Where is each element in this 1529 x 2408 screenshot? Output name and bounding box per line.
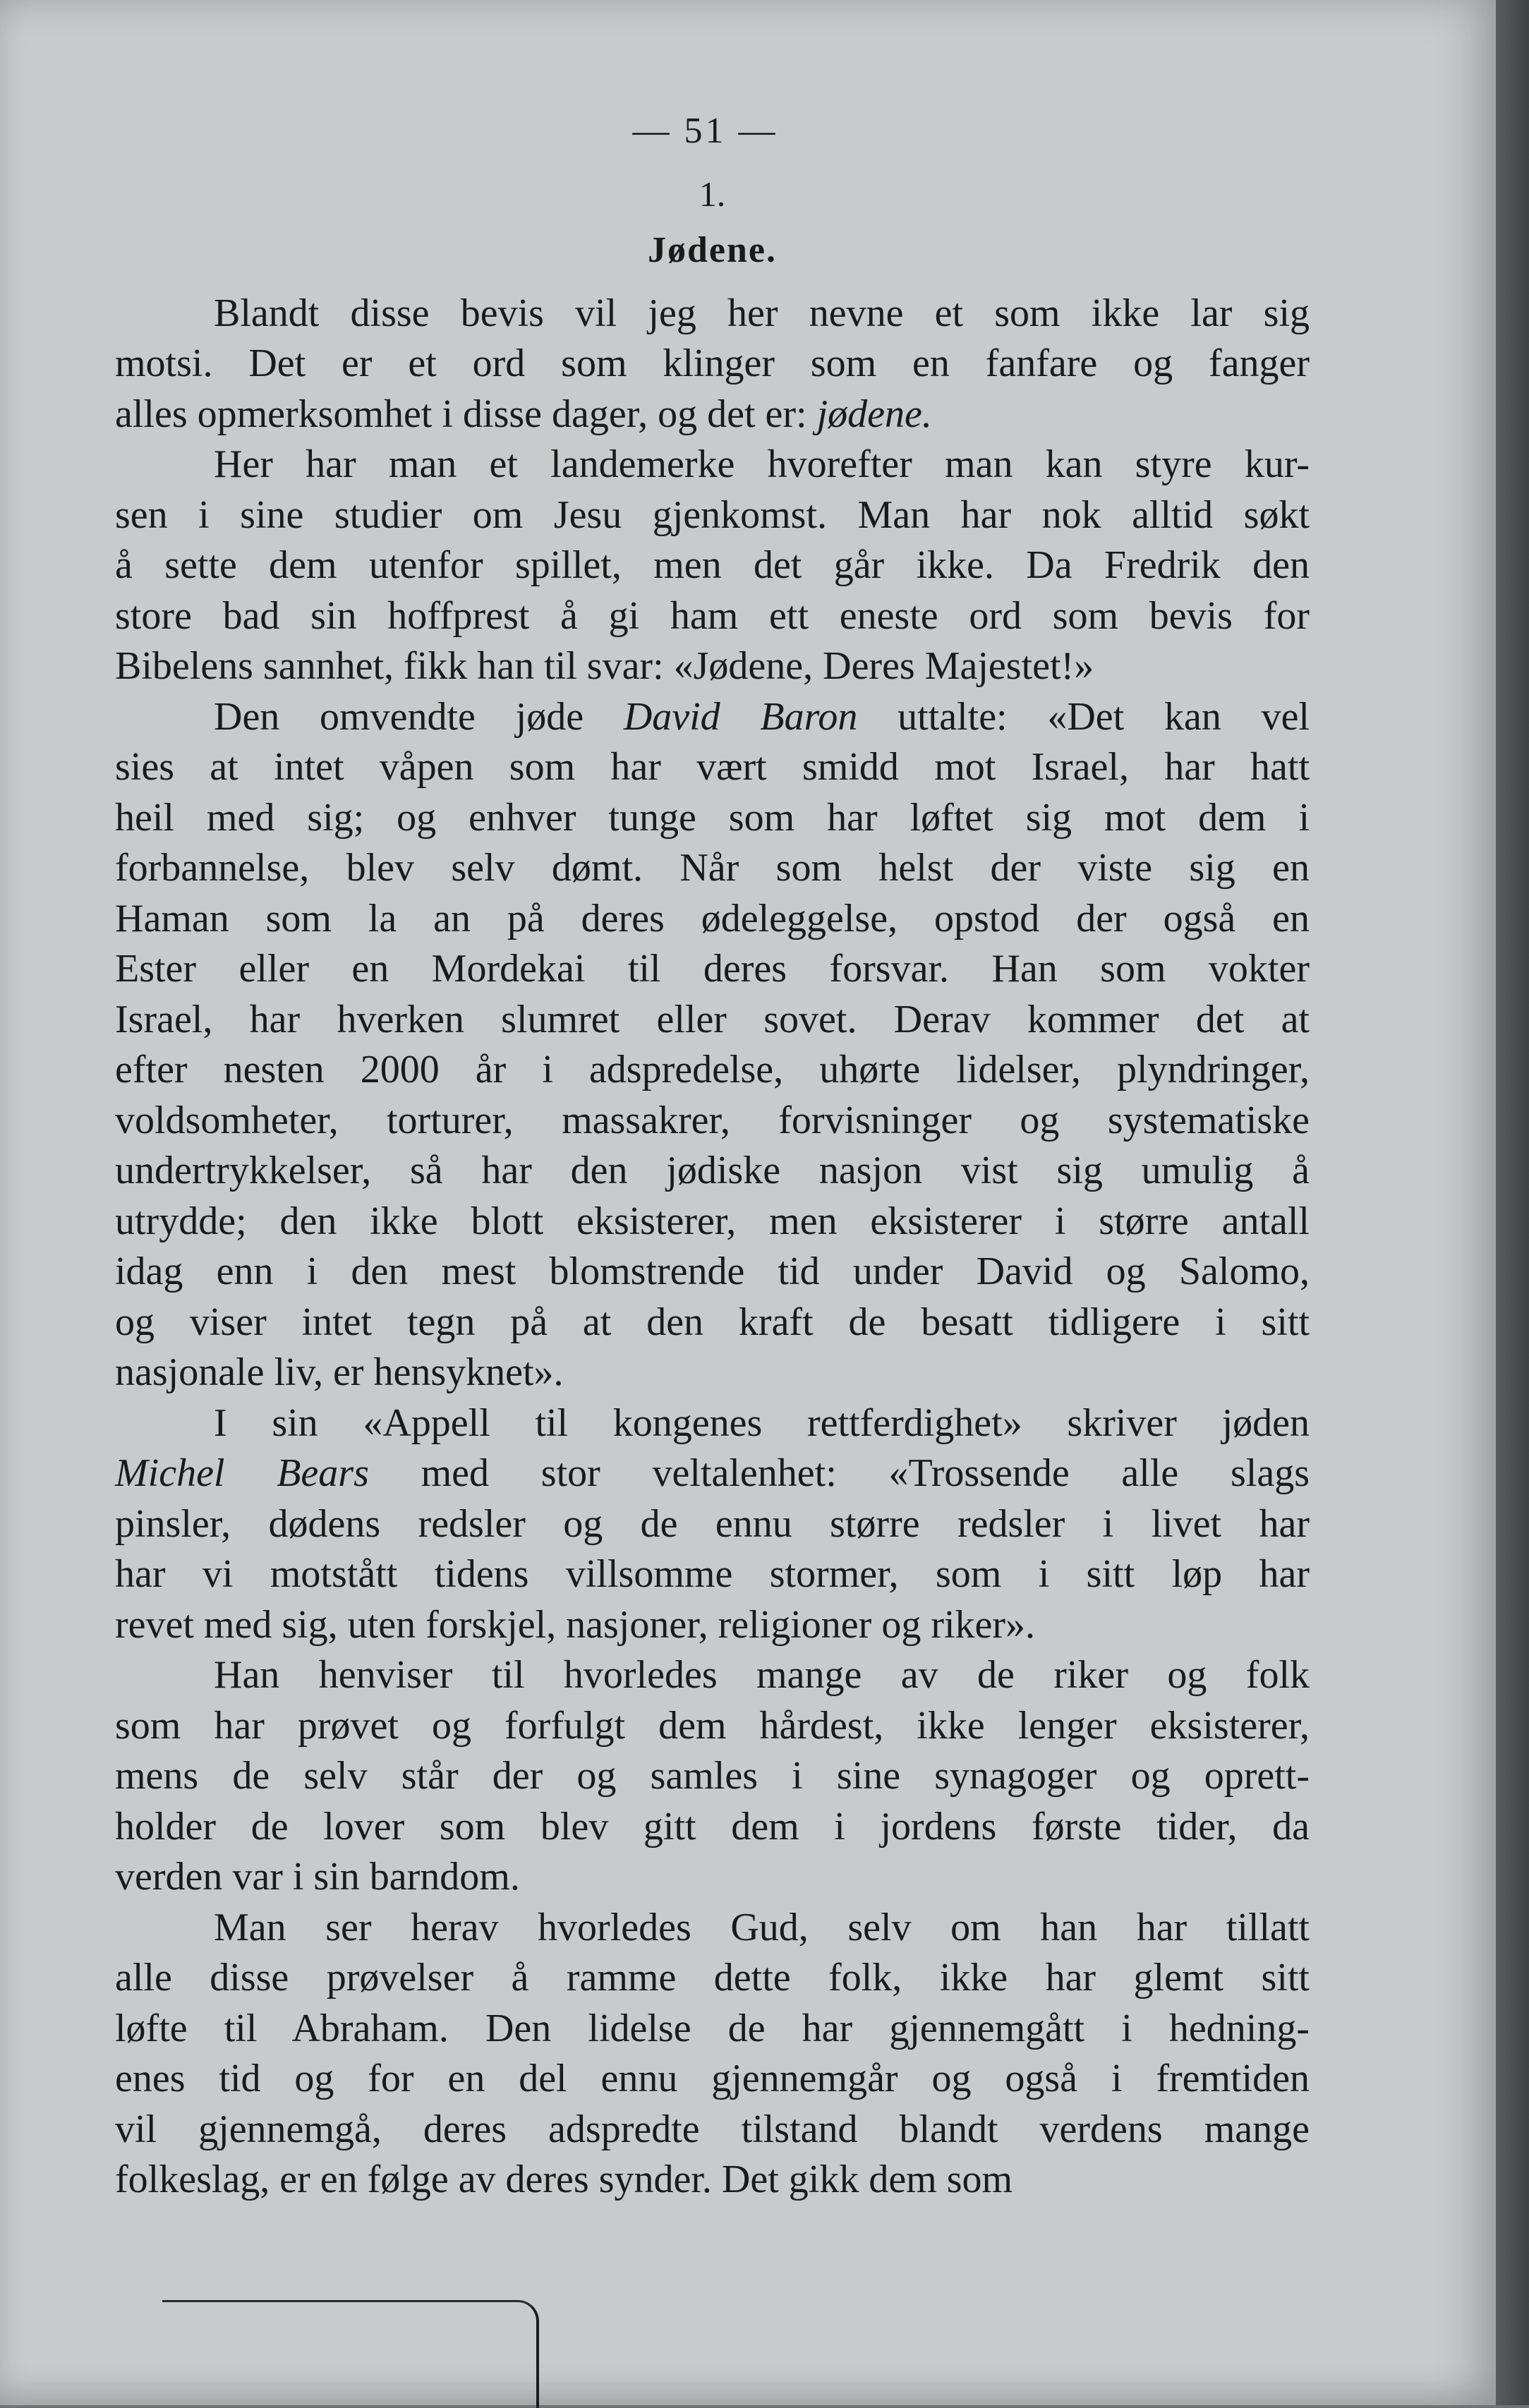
paragraph	[115, 692, 1310, 1398]
text-line: Blandt disse bevis vil jeg her nevne et som ikke lar sig	[214, 291, 1310, 335]
text-line: Haman som la an på deres ødeleggelse, opstod der også en	[115, 896, 1310, 940]
text-line: Han henviser til hvorledes mange av de riker og folk	[214, 1653, 1310, 1697]
text-line: har vi motstått tidens villsomme stormer, som i sitt løp har	[115, 1552, 1310, 1596]
text-line: undertrykkelser, så har den jødiske nasjon vist sig umulig å	[115, 1149, 1310, 1192]
text-line: alle disse prøvelser å ramme dette folk, ikke har glemt sitt	[115, 1956, 1310, 1999]
text-line: Israel, har hverken slumret eller sovet. Derav kommer det at	[115, 997, 1310, 1041]
paragraph	[115, 1398, 1310, 1651]
text-line: sen i sine studier om Jesu gjenkomst. Man har nok alltid søkt	[115, 492, 1310, 537]
page-text	[115, 106, 1310, 2206]
text-line: nasjonale liv, er hensyknet».	[115, 1350, 564, 1394]
text-line: mens de selv står der og samles i sine synagoger og oprett-	[115, 1754, 1310, 1798]
text-line: Den omvendte jøde David Baron uttalte: «Det kan vel	[214, 694, 1310, 739]
body-paragraphs	[115, 289, 1310, 2206]
text-line: forbannelse, blev selv dømt. Når som helst der viste sig en	[115, 846, 1310, 890]
paragraph	[115, 1903, 1310, 2206]
paragraph	[115, 440, 1310, 692]
section-number: 1.	[699, 174, 726, 214]
text-line: verden var i sin barndom.	[115, 1855, 520, 1899]
text-line: pinsler, dødens redsler og de ennu større redsler i livet har	[115, 1501, 1310, 1546]
text-line: alles opmerksomhet i disse dager, og det er: jødene.	[115, 392, 932, 436]
text-line: idag enn i den mest blomstrende tid under David og Salomo,	[115, 1250, 1310, 1293]
text-line: Michel Bears med stor veltalenhet: «Trossende alle slags	[115, 1451, 1310, 1495]
paragraph	[115, 289, 1310, 440]
page-number: — 51 —	[632, 111, 778, 151]
text-line: efter nesten 2000 år i adspredelse, uhørte lidelser, plyndringer,	[115, 1048, 1310, 1091]
text-line: voldsomheter, torturer, massakrer, forvisninger og systematiske	[115, 1098, 1310, 1142]
text-line: utrydde; den ikke blott eksisterer, men eksisterer i større antall	[115, 1199, 1310, 1243]
page-corner-mark	[162, 2300, 539, 2408]
book-edge	[1496, 0, 1529, 2405]
text-line: løfte til Abraham. Den lidelse de har gjennemgått i hedning-	[115, 2006, 1310, 2050]
paragraph	[115, 1650, 1310, 1903]
text-line: Bibelens sannhet, fikk han til svar: «Jødene, Deres Majestet!»	[115, 644, 1094, 688]
text-line: folkeslag, er en følge av deres synder. Det gikk dem som	[115, 2158, 1013, 2201]
text-line: I sin «Appell til kongenes rettferdighet» skriver jøden	[214, 1400, 1310, 1445]
text-line: Ester eller en Mordekai til deres forsvar. Han som vokter	[115, 947, 1310, 991]
text-line: å sette dem utenfor spillet, men det går ikke. Da Fredrik den	[115, 543, 1310, 587]
text-line: holder de lover som blev gitt dem i jordens første tider, da	[115, 1804, 1310, 1849]
text-line: enes tid og for en del ennu gjennemgår og også i fremtiden	[115, 2057, 1310, 2100]
text-line: motsi. Det er et ord som klinger som en fanfare og fanger	[115, 341, 1310, 385]
text-line: som har prøvet og forfulgt dem hårdest, ikke lenger eksisterer,	[115, 1703, 1310, 1748]
text-line: vil gjennemgå, deres adspredte tilstand blandt verdens mange	[115, 2107, 1310, 2151]
section-title: Jødene.	[648, 230, 777, 270]
text-line: og viser intet tegn på at den kraft de besatt tidligere i sitt	[115, 1300, 1310, 1344]
text-line: revet med sig, uten forskjel, nasjoner, religioner og riker».	[115, 1602, 1036, 1647]
text-line: store bad sin hoffprest å gi ham ett eneste ord som bevis for	[115, 593, 1310, 638]
text-line: Her har man et landemerke hvorefter man kan styre kur-	[214, 442, 1310, 486]
text-line: heil med sig; og enhver tunge som har løftet sig mot dem i	[115, 795, 1310, 840]
text-line: Man ser herav hvorledes Gud, selv om han har tillatt	[214, 1905, 1310, 1949]
text-line: sies at intet våpen som har vært smidd mot Israel, har hatt	[115, 745, 1310, 789]
